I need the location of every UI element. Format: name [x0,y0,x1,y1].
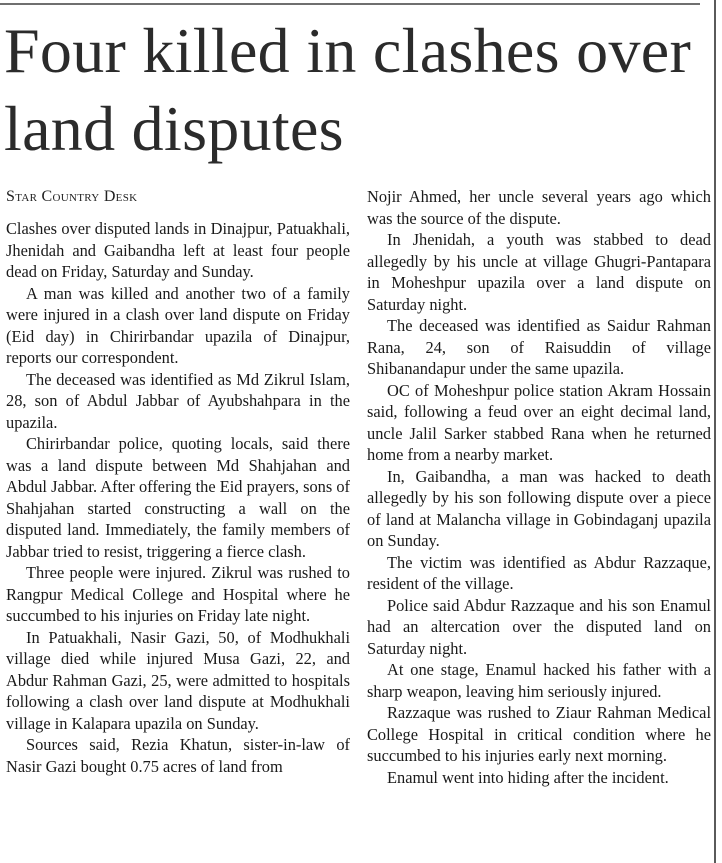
paragraph: In, Gaibandha, a man was hacked to death allegedly by his son following dispute over a piece of land at Malancha village in Gobindaganj upazila on Sunday. [367,466,711,550]
article-column-right [367,186,711,788]
paragraph: A man was killed and another two of a family were injured in a clash over land dispute on Friday (Eid day) in Chirirbandar upazila of Dinajpur, reports our correspondent. [6,283,350,367]
paragraph: Razzaque was rushed to Ziaur Rahman Medical College Hospital in critical condition where he succumbed to his injuries early next morning. [367,703,711,765]
paragraph: Police said Abdur Razzaque and his son Enamul had an altercation over the disputed land on Saturday night. [367,595,711,658]
top-rule [0,3,700,5]
article-column-left [6,186,350,777]
paragraph: The victim was identified as Abdur Razzaque, resident of the village. [367,552,711,593]
paragraph: OC of Moheshpur police station Akram Hossain said, following a feud over an eight decimal land, uncle Jalil Sarker stabbed Rana when he returned home from a nearby market. [367,380,711,464]
paragraph: In Jhenidah, a youth was stabbed to dead allegedly by his uncle at village Ghugri-Pantapara in Moheshpur upazila over a land dispute on Saturday night. [367,230,711,314]
paragraph: Enamul went into hiding after the incident. [387,767,669,787]
paragraph: The deceased was identified as Md Zikrul Islam, 28, son of Abdul Jabbar of Ayubshahpara in the upazila. [6,369,350,432]
paragraph: In Patuakhali, Nasir Gazi, 50, of Modhukhali village died while injured Musa Gazi, 22, and Abdur Rahman Gazi, 25, were admitted to hospitals following a clash over land dispute at Modhukhali village in Kalapara upazila on Sunday. [6,627,350,733]
paragraph: Three people were injured. Zikrul was rushed to Rangpur Medical College and Hospital where he succumbed to his injuries on Friday late night. [6,563,350,625]
paragraph: The deceased was identified as Saidur Rahman Rana, 24, son of Raisuddin of village Shibanandapur under the same upazila. [367,316,711,378]
byline: Star Country Desk [6,188,138,205]
paragraph: Clashes over disputed lands in Dinajpur, Patuakhali, Jhenidah and Gaibandha left at least four people dead on Friday, Saturday and Sunday. [6,219,350,281]
paragraph: Nojir Ahmed, her uncle several years ago which was the source of the dispute. [367,187,711,228]
paragraph: Chirirbandar police, quoting locals, said there was a land dispute between Md Shahjahan and Abdul Jabbar. After offering the Eid prayers, sons of Shahjahan started constructing a wall on the disputed land. Immediately, the family members of Jabbar tried to resist, triggering a fierce clash. [6,434,350,561]
headline: Four killed in clashes over land disputes [4,15,692,164]
paragraph: Sources said, Rezia Khatun, sister-in-law of Nasir Gazi bought 0.75 acres of land from [6,735,350,776]
column-divider-rule [714,0,716,863]
paragraph: At one stage, Enamul hacked his father with a sharp weapon, leaving him seriously injured. [367,660,711,701]
